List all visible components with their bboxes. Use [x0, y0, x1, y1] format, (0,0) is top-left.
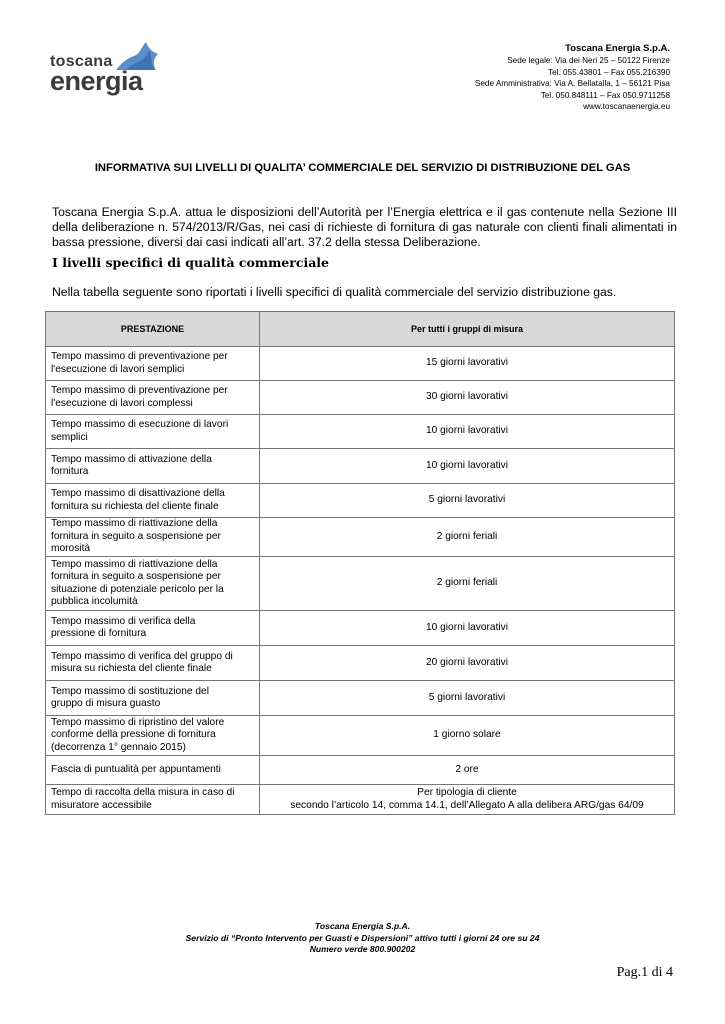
prestazione-cell	[46, 518, 260, 557]
table-row	[46, 557, 675, 611]
company-address-line: Sede legale: Via dei Neri 25 – 50122 Firenze	[507, 56, 670, 65]
company-name: Toscana Energia S.p.A.	[565, 43, 670, 54]
prestazione-line: Tempo massimo di verifica della	[51, 615, 196, 627]
prestazione-line: fornitura	[51, 466, 89, 477]
level-cell: 2 ore	[260, 756, 675, 785]
level-line: Per tipologia di cliente	[417, 787, 517, 799]
logo-line-2: energia	[50, 66, 143, 96]
prestazione-line: morosità	[51, 543, 91, 555]
prestazione-cell	[46, 415, 260, 449]
prestazione-cell	[46, 785, 260, 815]
table-row	[46, 681, 675, 716]
prestazione-cell	[46, 716, 260, 756]
company-website: www.toscanaenergia.eu	[583, 102, 670, 112]
prestazione-line: Fascia di puntualità per appuntamenti	[51, 763, 221, 775]
logo-line-1: toscana	[50, 53, 113, 70]
table-row	[46, 646, 675, 681]
prestazione-line: fornitura in seguito a sospensione per	[51, 530, 221, 542]
prestazione-cell	[46, 756, 260, 785]
document-title: INFORMATIVA SUI LIVELLI DI QUALITA’ COMMERCIALE DEL SERVIZIO DI DISTRIBUZIONE DEL GAS	[94, 162, 631, 174]
prestazione-line: semplici	[51, 431, 88, 443]
prestazione-line: Tempo massimo di riattivazione della	[51, 558, 218, 570]
prestazione-line: Tempo massimo di verifica del gruppo di	[51, 650, 233, 662]
level-line: secondo l’articolo 14, comma 14.1, dell’Allegato A alla delibera ARG/gas 64/09	[290, 799, 644, 811]
prestazione-line: conforme della pressione di fornitura	[51, 729, 216, 741]
table-intro: Nella tabella seguente sono riportati i livelli specifici di qualità commerciale del servizio distribuzione gas.	[52, 285, 617, 299]
table-row	[46, 484, 675, 518]
prestazione-cell	[46, 449, 260, 484]
prestazione-cell	[46, 347, 260, 381]
level-cell: 10 giorni lavorativi	[260, 449, 675, 484]
level-cell: 1 giorno solare	[260, 716, 675, 756]
level-cell: 20 giorni lavorativi	[260, 646, 675, 681]
company-logo	[50, 40, 160, 98]
table-row	[46, 518, 675, 557]
table-row	[46, 716, 675, 756]
table-row	[46, 785, 675, 815]
prestazione-cell	[46, 484, 260, 518]
prestazione-cell	[46, 681, 260, 716]
level-cell: 2 giorni feriali	[260, 518, 675, 557]
prestazione-line: Tempo massimo di preventivazione per	[51, 351, 228, 363]
prestazione-line: Tempo massimo di sostituzione del	[51, 685, 209, 697]
company-address-line: Sede Amministrativa: Via A. Bellatalla, 1 – 56121 Pisa	[474, 79, 670, 89]
level-cell: 2 giorni feriali	[260, 557, 675, 611]
company-address-line: Tel. 055.43801 – Fax 055.216390	[548, 67, 670, 77]
level-cell: 5 giorni lavorativi	[260, 681, 675, 716]
prestazione-line: pressione di fornitura	[51, 628, 147, 639]
prestazione-line: fornitura su richiesta del cliente finale	[51, 500, 219, 512]
prestazione-line: Tempo di raccolta della misura in caso di	[51, 787, 235, 799]
table-row	[46, 611, 675, 646]
prestazione-line: Tempo massimo di esecuzione di lavori	[51, 419, 229, 431]
prestazione-line: l'esecuzione di lavori complessi	[51, 397, 193, 409]
table-row	[46, 756, 675, 785]
footer-service: Servizio di “Pronto Intervento per Guasti e Dispersioni” attivo tutti i giorni 24 ore su 24	[185, 932, 540, 943]
quality-levels-table	[45, 311, 675, 815]
prestazione-cell	[46, 611, 260, 646]
prestazione-line: misura su richiesta del cliente finale	[51, 663, 212, 674]
prestazione-line: (decorrenza 1° gennaio 2015)	[51, 741, 186, 753]
prestazione-line: situazione di potenziale pericolo per la	[51, 583, 224, 595]
level-cell: 15 giorni lavorativi	[260, 347, 675, 381]
prestazione-line: Tempo massimo di ripristino del valore	[51, 716, 225, 728]
level-cell: 30 giorni lavorativi	[260, 381, 675, 415]
prestazione-cell	[46, 381, 260, 415]
prestazione-line: misuratore accessibile	[51, 799, 152, 811]
table-body	[46, 347, 675, 815]
prestazione-line: pubblica incolumità	[51, 595, 138, 607]
table-header-row	[46, 312, 675, 347]
prestazione-line: l'esecuzione di lavori semplici	[51, 363, 185, 375]
table-row	[46, 347, 675, 381]
level-cell: 10 giorni lavorativi	[260, 611, 675, 646]
prestazione-line: Tempo massimo di disattivazione della	[51, 488, 225, 500]
header-gruppi-misura: Per tutti i gruppi di misura	[260, 312, 675, 347]
page-number: Pag.1 di 4	[616, 965, 673, 980]
prestazione-line: Tempo massimo di preventivazione per	[51, 385, 228, 397]
header-prestazione: PRESTAZIONE	[46, 312, 260, 347]
level-cell	[260, 785, 675, 815]
prestazione-line: Tempo massimo di attivazione della	[51, 453, 212, 465]
section-heading: I livelli specifici di qualità commerciale	[52, 255, 329, 270]
level-cell: 10 giorni lavorativi	[260, 415, 675, 449]
prestazione-cell	[46, 557, 260, 611]
company-info	[475, 42, 670, 113]
footer-company: Toscana Energia S.p.A.	[314, 921, 411, 931]
intro-paragraph: Toscana Energia S.p.A. attua le disposizioni dell’Autorità per l’Energia elettrica e il gas contenute nella Sezione III della deliberazione n. 574/2013/R/Gas, nei casi di richieste di fornitura di gas naturale con clienti finali alimentati in bassa pressione, diversi dai casi indicati all’art. 37.2 della stessa Deliberazione.	[52, 205, 677, 250]
footer-phone: Numero verde 800.900202	[309, 944, 416, 955]
table-row	[46, 415, 675, 449]
prestazione-cell	[46, 646, 260, 681]
footer	[0, 921, 725, 956]
level-cell: 5 giorni lavorativi	[260, 484, 675, 518]
table-row	[46, 449, 675, 484]
prestazione-line: Tempo massimo di riattivazione della	[51, 518, 218, 530]
table-row	[46, 381, 675, 415]
company-address-line: Tel. 050.848111 – Fax 050.9711258	[540, 90, 670, 100]
prestazione-line: fornitura in seguito a sospensione per	[51, 571, 221, 583]
prestazione-line: gruppo di misura guasto	[51, 698, 161, 709]
